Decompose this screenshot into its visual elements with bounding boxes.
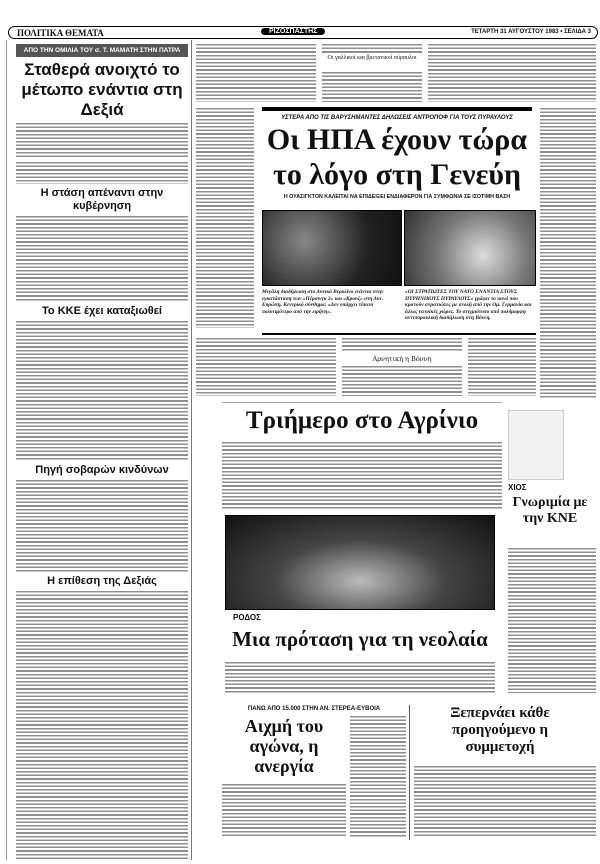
geneva-headline-line1: Οι ΗΠΑ έχουν τώρα <box>266 123 528 156</box>
page-header <box>8 26 598 39</box>
body-text <box>16 480 188 572</box>
geneva-kicker: ΥΣΤΕΡΑ ΑΠΟ ΤΙΣ ΒΑΡΥΣΗΜΑΝΤΕΣ ΔΗΛΩΣΕΙΣ ΑΝΤΡΟΠΟΦ ΓΙΑ ΤΟΥΣ ΠΥΡΑΥΛΟΥΣ <box>281 115 513 121</box>
chios-body-text <box>508 548 596 693</box>
body-text <box>16 321 188 461</box>
issue-date: ΤΕΤΑΡΤΗ 31 ΑΥΓΟΥΣΤΟΥ 1983 • ΣΕΛΙΔΑ 3 <box>471 29 591 35</box>
agrinio-body-text <box>222 442 502 510</box>
geneva-headline-line2: το λόγο στη Γενεύη <box>272 158 521 191</box>
caption-rule <box>262 333 536 335</box>
berlin-demo-photo <box>262 210 402 286</box>
mamatis-lead-text <box>16 123 188 159</box>
subhead-stance: Η στάση απέναντι στην κυβέρνηση <box>40 187 164 212</box>
mamatis-column <box>16 44 188 860</box>
geneva-top-subhead: Οι γαλλικοί και βρετανικοί πύραυλοι <box>327 55 417 61</box>
newspaper-name: ΡΙΖΟΣΠΑΣΤΗΣ <box>261 28 325 35</box>
rodos-body-text <box>225 662 495 694</box>
section-name: ΠΟΛΙΤΙΚΑ ΘΕΜΑΤΑ <box>17 28 104 38</box>
evia-body-text <box>222 784 346 838</box>
left-margin-rule <box>6 40 7 860</box>
geneva-top-text <box>428 44 596 102</box>
geneva-top-text <box>196 44 316 102</box>
evia-body-text <box>350 716 406 838</box>
geneva-body-text <box>468 338 536 396</box>
geneva-top-text <box>322 72 422 102</box>
evia-kicker: ΠΑΝΩ ΑΠΟ 15.000 ΣΤΗΝ ΑΝ. ΣΤΕΡΕΑ-ΕΥΒΟΙΑ <box>247 706 381 712</box>
chalkida-headline: Ξεπερνάει κάθε προηγούμενο η συμμετοχή <box>450 705 550 755</box>
agrinio-headline: Τριήμερο στο Αγρίνιο <box>245 407 479 434</box>
column-divider <box>409 705 410 840</box>
body-text <box>16 216 188 302</box>
geneva-headline-block <box>258 114 536 201</box>
geneva-deck: Η ΟΥΑΣΙΓΚΤΟΝ ΚΑΛΕΙΤΑΙ ΝΑ ΕΠΙΔΕΙΞΕΙ ΕΝΔΙΑΦΕΡΟΝ ΓΙΑ ΣΥΜΦΩΝΙΑ ΣΕ ΙΣΟΤΙΜΗ ΒΑΣΗ <box>283 194 511 200</box>
body-text <box>16 591 188 860</box>
geneva-body-text <box>196 338 336 396</box>
subhead-kke: Το ΚΚΕ έχει καταξιωθεί <box>42 305 162 317</box>
chios-kicker: ΧΙΟΣ <box>508 483 527 492</box>
mamatis-headline: Σταθερά ανοιχτό το μέτωπο ενάντια στη Δεξιά <box>21 60 183 119</box>
evia-headline: Αιχμή του αγώνα, η ανεργία <box>244 716 324 776</box>
chalkida-body-text <box>414 766 596 838</box>
geneva-body-text <box>342 338 462 352</box>
subhead-right-attack: Η επίθεση της Δεξιάς <box>47 575 157 587</box>
chios-headline: Γνωριμία με την ΚΝΕ <box>512 495 588 526</box>
subhead-danger: Πηγή σοβαρών κινδύνων <box>35 464 169 476</box>
mamatis-side-text <box>16 162 188 184</box>
photo-caption-berlin: Μεγάλη διαδήλωση στο Δυτικό Βερολίνο ενάντια στην εγκατάσταση των «Πέρσινγκ 2» και «Κρουζ» στη Δυτ. Ευρώπη. Κεντρικό σύνθημα: «Δεν υπάρχει τίποτα πολυτιμότερο από την ειρήνη». <box>262 289 384 315</box>
headline-rule <box>262 107 532 111</box>
bonn-demo-photo <box>404 210 536 286</box>
rodos-kicker: ΡΟΔΟΣ <box>233 613 261 622</box>
dotted-rule <box>222 402 502 403</box>
geneva-right-text <box>540 108 596 398</box>
geneva-top-text <box>322 44 422 53</box>
geneva-body-text <box>342 366 462 396</box>
column-divider <box>191 40 192 860</box>
geneva-left-text <box>196 108 254 328</box>
chios-photo <box>508 410 564 480</box>
photo-caption-bonn: «ΟΙ ΣΤΡΑΤΙΩΤΕΣ ΤΟΥ ΝΑΤΟ ΕΝΑΝΤΙΑ ΣΤΟΥΣ ΠΥΡΗΝΙΚΟΥΣ ΠΥΡΑΥΛΟΥΣ» γράφει το πανό που κρατούν στρατιώτες με στολή από την Ομ. Γερμανία και άλλες νατοϊκές χώρες. Το στιγμιότυπο από πολύμορφη αντιπυραυλική διαδήλωση στη Βόννη. <box>405 289 532 321</box>
geneva-mid-subhead: Αρνητική η Βόννη <box>372 355 432 363</box>
mamatis-kicker: ΑΠΟ ΤΗΝ ΟΜΙΛΙΑ ΤΟΥ σ. Τ. ΜΑΜΑΤΗ ΣΤΗΝ ΠΑΤΡΑ <box>16 44 188 57</box>
rodos-photo <box>225 515 495 610</box>
rodos-headline: Μια πρόταση για τη νεολαία <box>232 627 488 651</box>
